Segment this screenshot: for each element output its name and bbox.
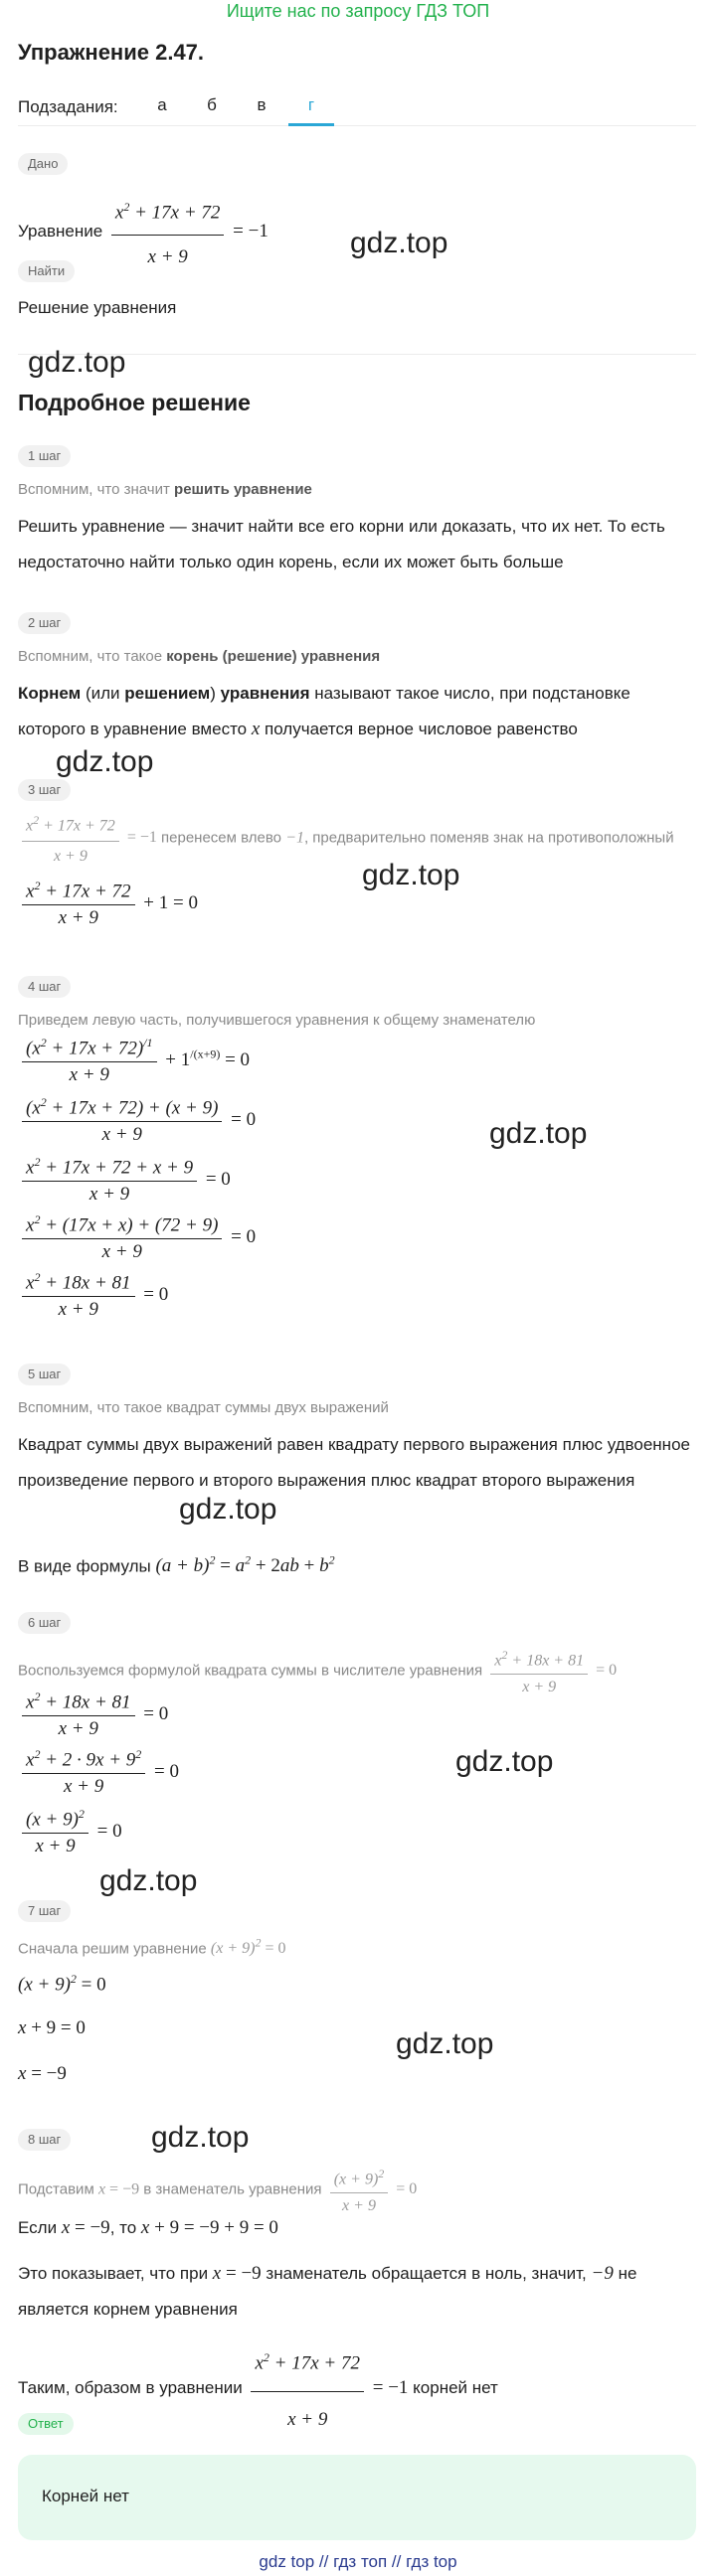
step-4-eq-3: $\frac{x^2 + 17x + 72 + x + 9}{x + 9}$ = 0 — [18, 1155, 231, 1206]
step-7-eq-1: $(x + 9)^2 = 0$ — [18, 1972, 106, 1996]
tab-a[interactable]: а — [157, 95, 167, 114]
step-1-text: Решить уравнение — значит найти все его корни или доказать, что их нет. То есть недостаточно найти только один корень, если их может быть больше — [18, 517, 665, 571]
step-4-eq-1: $\frac{(x^2 + 17x + 72)^{/1}}{x + 9}$ + $1^{/(x+9)} = 0$ — [18, 1036, 250, 1086]
step-4-eq-2: $\frac{(x^2 + 17x + 72) + (x + 9)}{x + 9}$ = 0 — [18, 1095, 256, 1146]
step-1-hint: Вспомним, что значит решить уравнение — [18, 481, 312, 498]
step-2-hint: Вспомним, что такое корень (решение) уравнения — [18, 648, 381, 665]
promo-banner[interactable]: Ищите нас по запросу ГДЗ ТОП — [226, 1, 490, 21]
step-8-text-2: Это показывает, что при x = −9 знаменатель обращается в ноль, значит, −9 не является корнем уравнения — [18, 2263, 637, 2319]
step-8-text-1: Если x = −9, то x + 9 = −9 + 9 = 0 — [18, 2217, 278, 2238]
step-3-equation: $\frac{x^2 + 17x + 72}{x + 9}$ + 1 = 0 — [18, 879, 198, 929]
watermark: gdz.top — [56, 745, 154, 778]
tab-v[interactable]: в — [257, 95, 267, 114]
watermark: gdz.top — [179, 1493, 277, 1526]
answer-text: Корней нет — [42, 2487, 129, 2505]
tab-b[interactable]: б — [207, 95, 217, 114]
subtasks-bar — [18, 91, 696, 126]
step-8-badge: 8 шаг — [18, 2129, 71, 2151]
step-7-eq-3: x = −9 — [18, 2063, 67, 2084]
step-4-eq-4: $\frac{x^2 + (17x + x) + (72 + 9)}{x + 9}$ = 0 — [18, 1212, 256, 1263]
step-3-badge: 3 шаг — [18, 779, 71, 801]
step-4-badge: 4 шаг — [18, 976, 71, 998]
given-badge: Дано — [18, 153, 68, 175]
step-7-eq-2: x + 9 = 0 — [18, 2017, 86, 2038]
step-4-hint: Приведем левую часть, получившегося уравнения к общему знаменателю — [18, 1012, 536, 1029]
step-8-text-3: Таким, образом в уравнении $\frac{x^2 + 17x + 72}{x + 9}$ = −1 корней нет — [18, 2332, 696, 2446]
step-2-badge: 2 шаг — [18, 612, 71, 634]
solution-heading: Подробное решение — [18, 390, 251, 415]
step-5-text: Квадрат суммы двух выражений равен квадрату первого выражения плюс удвоенное произведение первого и второго выражения плюс квадрат второго выражения — [18, 1435, 690, 1490]
step-4-eq-5: $\frac{x^2 + 18x + 81}{x + 9}$ = 0 — [18, 1270, 168, 1321]
subtasks-label: Подзадания: — [18, 97, 118, 116]
step-2-text: Корнем (или решением) уравнения называют такое число, при подстановке которого в уравнение вместо x получается верное числовое равенство — [18, 684, 630, 739]
step-3-hint: $\frac{x^2 + 17x + 72}{x + 9}$ = −1 перенесем влево −1, предварительно поменяв знак на противоположный — [18, 807, 704, 870]
step-1-badge: 1 шаг — [18, 445, 71, 467]
watermark: gdz.top — [350, 227, 448, 259]
given-equation: Уравнение $\frac{x^2 + 17x + 72}{x + 9}$ = −1 — [18, 187, 696, 277]
watermark: gdz.top — [455, 1745, 554, 1778]
watermark: gdz.top — [362, 859, 460, 891]
step-6-eq-3: $\frac{(x + 9)^2}{x + 9}$ = 0 — [18, 1807, 122, 1857]
find-badge: Найти — [18, 260, 75, 282]
tab-g[interactable]: г — [288, 91, 334, 126]
answer-box — [18, 2455, 696, 2540]
step-6-eq-1: $\frac{x^2 + 18x + 81}{x + 9}$ = 0 — [18, 1690, 168, 1740]
watermark: gdz.top — [99, 1864, 198, 1897]
step-7-badge: 7 шаг — [18, 1900, 71, 1922]
given-label: Уравнение — [18, 222, 103, 242]
step-7-hint: Сначала решим уравнение $(x + 9)^2 = 0$ — [18, 1936, 286, 1958]
step-6-badge: 6 шаг — [18, 1612, 71, 1634]
step-6-eq-2: $\frac{x^2 + 2 \cdot 9x + 9^2}{x + 9}$ = 0 — [18, 1747, 179, 1798]
answer-badge: Ответ — [18, 2413, 74, 2435]
footer-links[interactable]: gdz top // гдз топ // гдз top — [259, 2552, 457, 2571]
find-text: Решение уравнения — [18, 298, 177, 317]
step-8-hint: Подставим x = −9 в знаменатель уравнения $\frac{(x + 9)^2}{x + 9}$ = 0 — [18, 2163, 704, 2217]
step-5-hint: Вспомним, что такое квадрат суммы двух выражений — [18, 1399, 389, 1416]
watermark: gdz.top — [489, 1117, 588, 1150]
watermark: gdz.top — [28, 346, 126, 379]
watermark: gdz.top — [396, 2027, 494, 2060]
watermark: gdz.top — [151, 2121, 250, 2154]
step-6-hint: Воспользуемся формулой квадрата суммы в числителе уравнения $\frac{x^2 + 18x + 81}{x + 9}$ = 0 — [18, 1644, 704, 1698]
step-5-formula: В виде формулы $(a + b)^2 = a^2 + 2ab + b^2$ — [18, 1553, 335, 1577]
page-title: Упражнение 2.47. — [18, 40, 205, 65]
step-5-badge: 5 шаг — [18, 1364, 71, 1385]
